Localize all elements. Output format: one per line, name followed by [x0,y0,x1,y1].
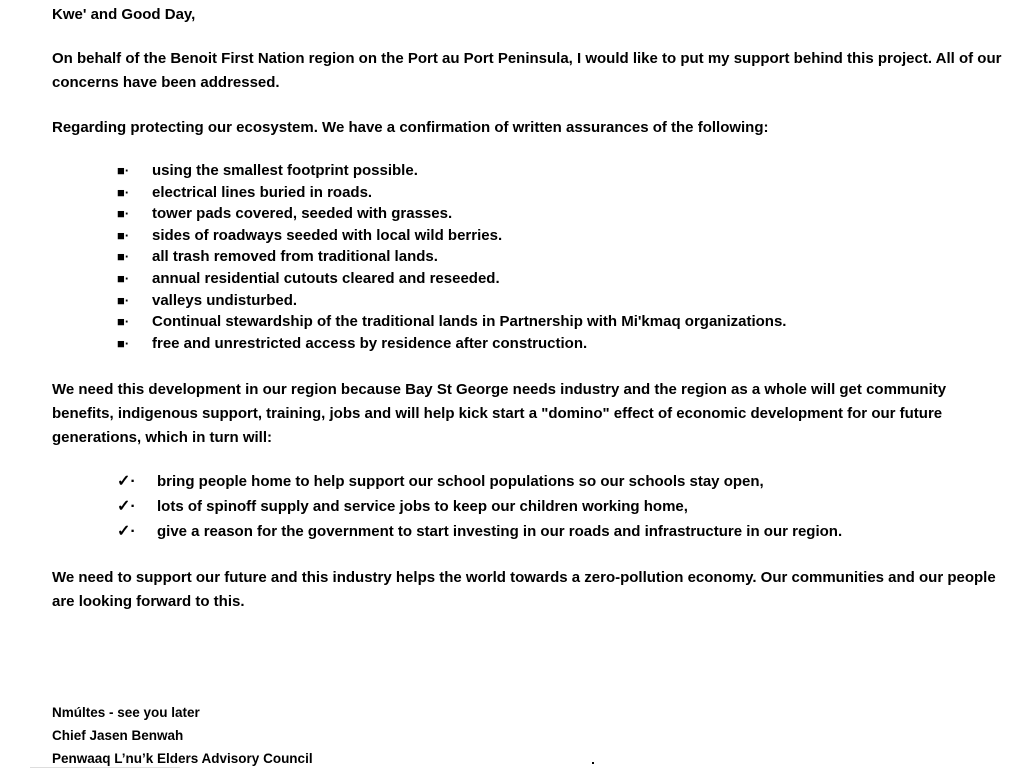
benefit-list [117,470,842,544]
square-bullet-icon: ■· [117,206,130,222]
paragraph-ecosystem: Regarding protecting our ecosystem. We have a confirmation of written assurances of the following: [52,119,769,136]
list-item: ■· sides of roadways seeded with local wild berries. [117,225,786,247]
signature-block [52,701,313,770]
stray-dot [592,762,594,764]
checkmark-icon: ✓· [117,473,136,490]
list-item: ■· using the smallest footprint possible. [117,160,786,182]
divider [30,767,180,768]
list-item: ✓· bring people home to help support our school populations so our schools stay open, [117,470,842,495]
list-item: ■· all trash removed from traditional lands. [117,246,786,268]
square-bullet-icon: ■· [117,335,130,351]
signer-name: Chief Jasen Benwah [52,728,184,743]
square-bullet-icon: ■· [117,227,130,243]
list-item: ■· annual residential cutouts cleared and reseeded. [117,268,786,290]
greeting: Kwe' and Good Day, [52,6,196,23]
square-bullet-icon: ■· [117,292,130,308]
list-item: ✓· give a reason for the government to start investing in our roads and infrastructure in our region. [117,520,842,545]
list-item: ■· valleys undisturbed. [117,290,786,312]
checkmark-icon: ✓· [117,497,136,515]
checkmark-icon: ✓· [117,522,136,540]
list-item: ■· tower pads covered, seeded with grasses. [117,203,786,225]
assurance-list [117,160,786,354]
square-bullet-icon: ■· [117,249,130,265]
square-bullet-icon: ■· [117,314,130,330]
signer-organization: Penwaaq L’nu’k Elders Advisory Council [52,751,313,766]
list-item: ■· Continual stewardship of the traditional lands in Partnership with Mi'kmaq organizations. [117,311,786,333]
closing: Nmúltes - see you later [52,705,200,720]
paragraph-support: On behalf of the Benoit First Nation region on the Port au Port Peninsula, I would like to put my support behind this project. All of our concerns have been addressed. [52,50,1002,91]
list-item: ■· electrical lines buried in roads. [117,182,786,204]
square-bullet-icon: ■· [117,163,130,178]
paragraph-future: We need to support our future and this industry helps the world towards a zero-pollution economy. Our communities and our people are looking forward to this. [52,569,996,610]
list-item: ✓· lots of spinoff supply and service jobs to keep our children working home, [117,495,842,520]
square-bullet-icon: ■· [117,270,130,286]
square-bullet-icon: ■· [117,184,130,200]
paragraph-development: We need this development in our region because Bay St George needs industry and the region as a whole will get community benefits, indigenous support, training, jobs and will help kick start a "domino" effect of economic development for our future generations, which in turn will: [52,381,947,446]
list-item: ■· free and unrestricted access by residence after construction. [117,333,786,355]
